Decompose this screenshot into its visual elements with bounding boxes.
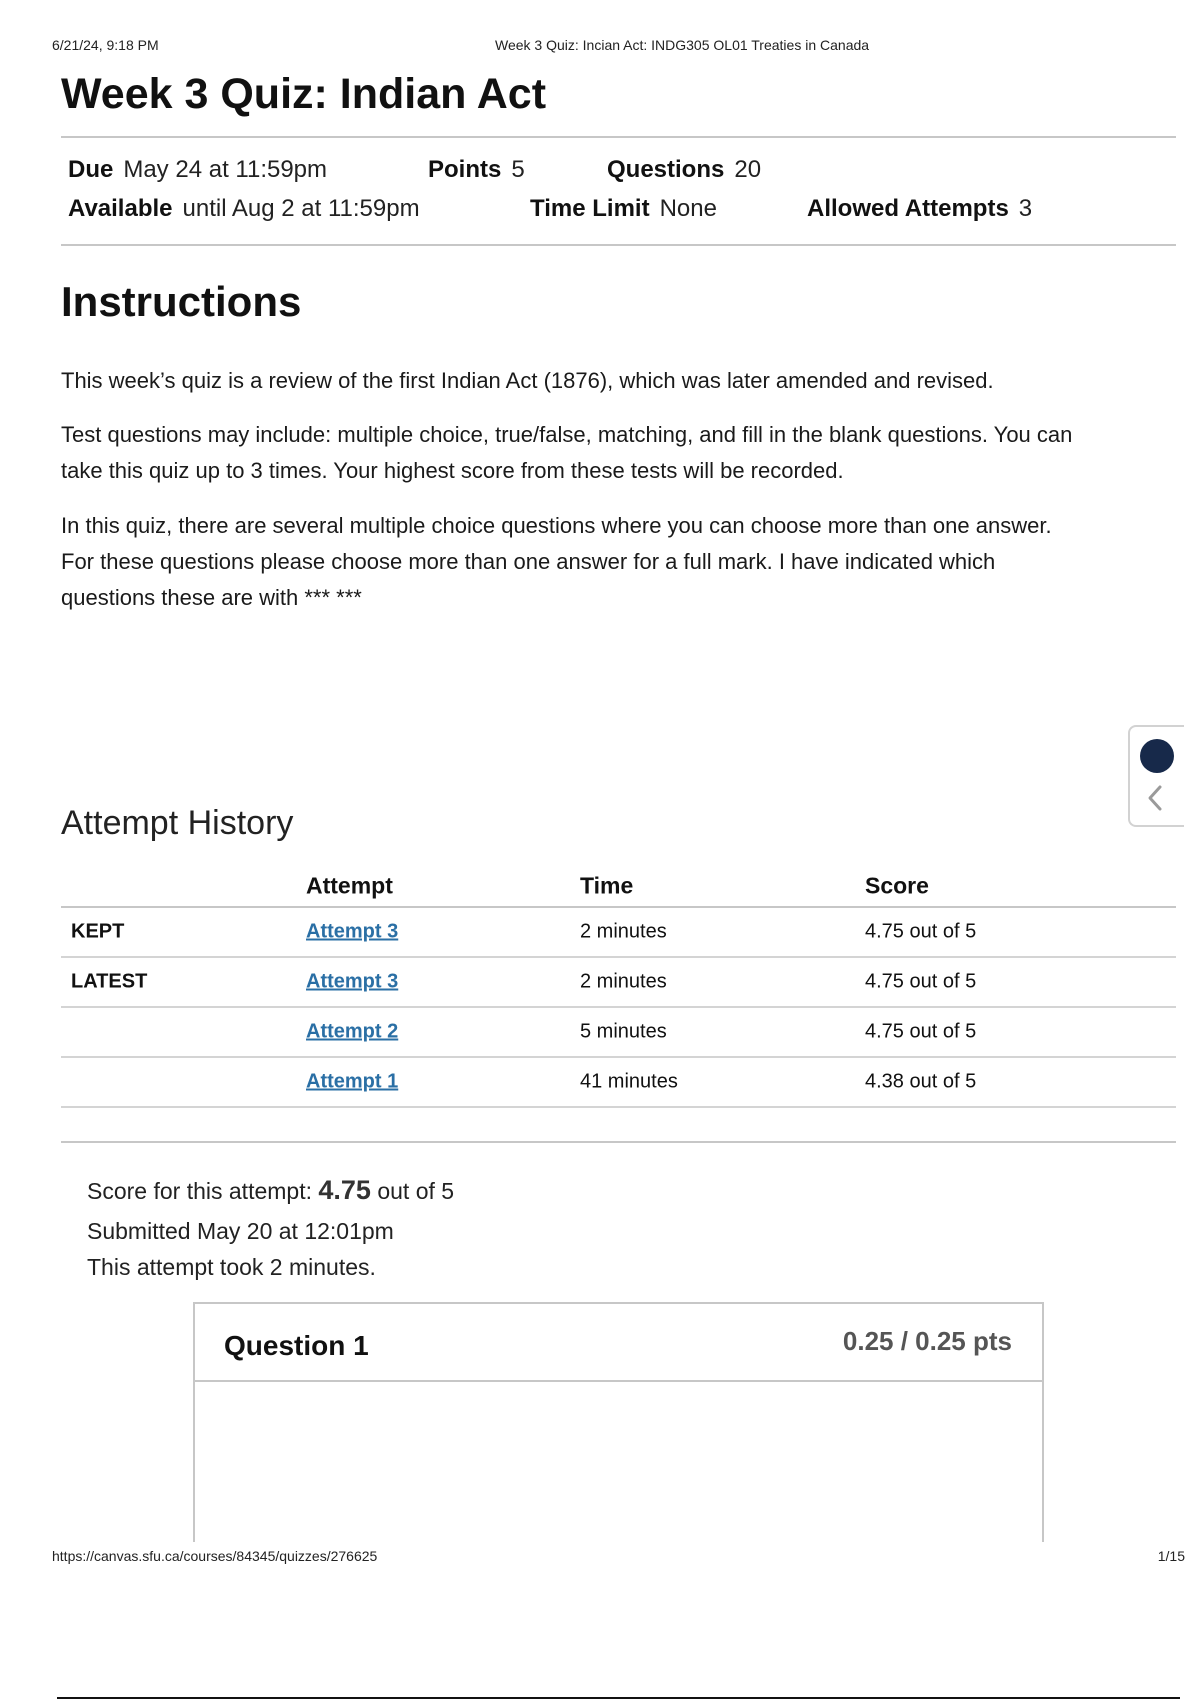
time-limit-value: None [659, 195, 717, 222]
allowed-attempts-info [807, 195, 1032, 223]
score-prefix: Score for this attempt: [87, 1178, 312, 1204]
attempt-link[interactable]: Attempt 2 [306, 1020, 399, 1043]
attempt-history-heading: Attempt History [61, 804, 294, 842]
table-row [61, 958, 1176, 1008]
divider [61, 1141, 1176, 1143]
instructions-paragraph-2 [61, 417, 1181, 489]
score-suffix: out of 5 [377, 1178, 455, 1204]
print-footer [52, 1548, 1185, 1566]
due-label: Due [68, 156, 114, 183]
print-url: https://canvas.sfu.ca/courses/84345/quizzes/276625 [52, 1548, 378, 1564]
instructions-heading: Instructions [61, 278, 302, 325]
attempt-tag: LATEST [71, 970, 148, 993]
question-header [195, 1304, 1042, 1382]
instructions-line: This week’s quiz is a review of the first Indian Act (1876), which was later amended and revised. [61, 368, 994, 393]
instructions-line: In this quiz, there are several multiple choice questions where you can choose more than one answer. [61, 513, 1052, 538]
side-tray[interactable] [1128, 725, 1184, 827]
print-datetime: 6/21/24, 9:18 PM [52, 37, 159, 53]
time-limit-label: Time Limit [530, 195, 650, 222]
available-info [68, 195, 420, 223]
attempt-score: 4.75 out of 5 [865, 920, 977, 943]
question-card [193, 1302, 1044, 1542]
questions-info [607, 156, 761, 184]
attempt-time: 41 minutes [580, 1070, 678, 1093]
attempt-time: 2 minutes [580, 920, 667, 943]
table-row [61, 1058, 1176, 1108]
questions-value: 20 [734, 156, 762, 183]
instructions-line: questions these are with *** *** [61, 585, 362, 610]
print-page-title: Week 3 Quiz: Incian Act: INDG305 OL01 Treaties in Canada [495, 37, 870, 53]
available-label: Available [68, 195, 173, 222]
questions-label: Questions [607, 156, 725, 183]
points-info [428, 156, 525, 184]
available-value: until Aug 2 at 11:59pm [182, 195, 420, 222]
question-title: Question 1 [224, 1330, 369, 1361]
attempt-tag: KEPT [71, 920, 125, 943]
instructions-line: take this quiz up to 3 times. Your highest score from these tests will be recorded. [61, 458, 844, 483]
print-page-number: 1/15 [1157, 1548, 1185, 1564]
table-header-row [61, 866, 1176, 908]
attempt-score: 4.38 out of 5 [865, 1070, 977, 1093]
column-header-score: Score [865, 872, 929, 899]
time-limit-info [530, 195, 717, 223]
duration-line: This attempt took 2 minutes. [87, 1254, 376, 1280]
attempt-link[interactable]: Attempt 1 [306, 1070, 399, 1093]
due-value: May 24 at 11:59pm [123, 156, 328, 183]
attempt-score: 4.75 out of 5 [865, 970, 977, 993]
allowed-attempts-value: 3 [1018, 195, 1033, 222]
instructions-line: For these questions please choose more than one answer for a full mark. I have indicated which [61, 549, 996, 574]
instructions-line: Test questions may include: multiple choice, true/false, matching, and fill in the blank questions. You can [61, 422, 1073, 447]
instructions-paragraph-3 [61, 508, 1181, 616]
table-row [61, 908, 1176, 958]
divider [61, 136, 1176, 138]
attempt-history-table [61, 866, 1176, 1108]
column-header-attempt: Attempt [306, 872, 393, 899]
allowed-attempts-label: Allowed Attempts [807, 195, 1009, 222]
attempt-time: 2 minutes [580, 970, 667, 993]
table-row [61, 1008, 1176, 1058]
attempt-link[interactable]: Attempt 3 [306, 920, 399, 943]
page-bottom-rule [57, 1697, 1180, 1699]
points-label: Points [428, 156, 502, 183]
attempt-link[interactable]: Attempt 3 [306, 970, 399, 993]
submitted-line: Submitted May 20 at 12:01pm [87, 1218, 394, 1244]
column-header-time: Time [580, 872, 634, 899]
instructions-paragraph-1 [61, 363, 1181, 399]
print-header [52, 37, 1148, 57]
points-value: 5 [511, 156, 525, 183]
attempt-score: 4.75 out of 5 [865, 1020, 977, 1043]
question-points: 0.25 / 0.25 pts [842, 1326, 1012, 1356]
tray-dot-icon[interactable] [1140, 739, 1174, 773]
quiz-title: Week 3 Quiz: Indian Act [61, 70, 547, 118]
attempt-score-line [87, 1175, 454, 1206]
attempt-time: 5 minutes [580, 1020, 667, 1043]
divider [61, 244, 1176, 246]
chevron-left-icon[interactable] [1144, 783, 1166, 813]
score-value: 4.75 [318, 1175, 371, 1205]
due-info [68, 156, 327, 184]
